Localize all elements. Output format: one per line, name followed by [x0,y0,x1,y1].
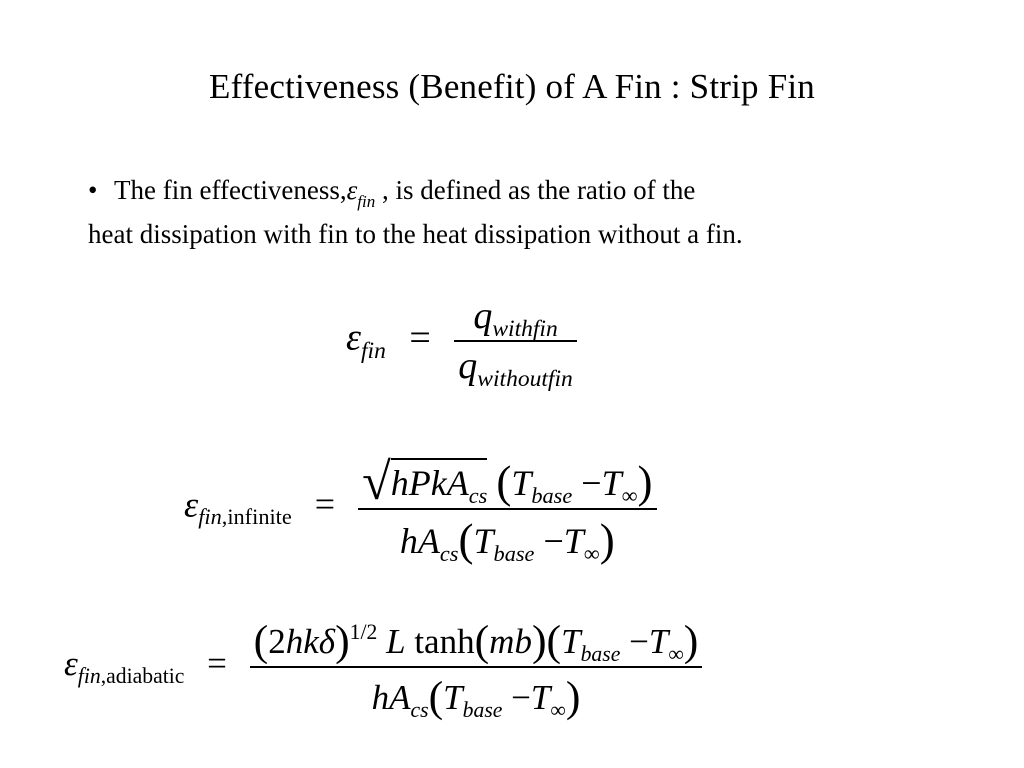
eq3-num-delta: δ [318,622,336,661]
eq2-numerator [358,452,656,512]
eq3-den-open: ( [428,673,444,722]
eq2-den-base-sub: base [493,540,535,566]
bullet-marker: • [88,175,98,205]
eq2-sqrt [362,452,488,512]
sqrt-symbol: √ [362,453,391,512]
eq2-den-minus: − [543,521,564,561]
eq3-denominator [368,668,585,720]
eq2-den-ha: hA [399,521,440,561]
eq3-den-t-base: T [443,678,463,717]
eq3-num-t-inf: T [648,622,669,661]
eq2-num-paren-close: ) [637,457,653,508]
eq3-num-t-base: T [561,622,581,661]
equation-infinite-fin [184,452,657,564]
bullet-text-before: The fin effectiveness, [114,175,347,205]
eq3-num-open2: ( [474,617,490,666]
eq1-num-q: q [473,295,493,337]
eq2-sqrt-body [390,458,488,508]
eq3-fraction [250,614,703,720]
eq3-den-close: ) [565,673,581,722]
eq3-numerator [250,614,703,666]
eq3-den-inf-sub: ∞ [550,697,566,722]
eq3-den-minus: − [511,678,531,717]
eq2-num-base-sub: base [531,482,573,508]
eq1-den-q: q [458,345,478,387]
eq2-num-t-base: T [511,463,532,503]
eq2-den-cs: cs [439,540,459,566]
eq2-num-t-inf: T [601,463,622,503]
eq1-lhs-sub: fin [360,337,386,364]
equation-adiabatic-fin [64,614,702,720]
eq2-den-inf-sub: ∞ [583,540,600,566]
eq3-num-exponent: 1/2 [349,619,378,644]
epsilon-symbol: ε [346,175,358,205]
equation-fin-effectiveness [346,294,577,393]
eq1-equals: = [409,316,431,359]
eq1-den-sub: withoutfin [477,366,573,393]
eq3-num-base-sub: base [580,641,621,666]
eq2-den-t-inf: T [563,521,584,561]
eq1-numerator [469,294,561,343]
eq2-lhs-sub-roman: ,infinite [221,504,292,530]
eq3-lhs-sub-roman: ,adiabatic [100,663,185,688]
eq3-lhs-sub-italic: fin [77,663,101,688]
eq2-num-inf-sub: ∞ [621,482,638,508]
eq3-num-l: L [386,622,406,661]
eq2-num-minus: − [581,463,602,503]
eq2-den-t-base: T [473,521,494,561]
eq3-num-close2: ) [531,617,547,666]
eq3-num-open3: ( [546,617,562,666]
eq1-denominator [454,342,577,393]
bullet-line-2: heat dissipation with fin to the heat dissipation without a fin. [88,219,743,249]
eq3-lhs-epsilon: ε [64,644,78,684]
eq3-num-inf-sub: ∞ [668,641,684,666]
eq2-equals: = [314,484,336,525]
eq2-denominator [396,510,619,564]
eq3-num-open1: ( [253,617,269,666]
eq3-den-ha: hA [371,678,411,717]
eq3-num-close1: ) [335,617,350,666]
eq2-den-paren-open: ( [458,515,474,566]
eq3-num-close3: ) [683,617,699,666]
eq2-lhs-sub-italic: fin [198,504,222,530]
bullet-paragraph [88,170,968,254]
eq3-den-t-inf: T [530,678,551,717]
eq3-den-cs: cs [410,697,429,722]
epsilon-subscript: fin [357,192,376,211]
eq3-equals: = [207,644,227,684]
eq3-den-base-sub: base [462,697,503,722]
eq3-num-two: 2 [268,622,286,661]
eq2-den-paren-close: ) [599,515,615,566]
eq2-lhs-epsilon: ε [184,484,199,525]
eq3-num-tanh: tanh [414,622,475,661]
eq2-num-cs: cs [468,483,488,508]
eq2-fraction [358,452,656,564]
eq1-lhs-epsilon: ε [346,316,361,359]
eq1-num-sub: withfin [492,316,558,343]
eq2-num-hpka: hPkA [390,463,469,504]
eq1-fraction [454,294,577,393]
slide-title: Effectiveness (Benefit) of A Fin : Strip Fin [208,67,815,106]
eq3-num-hk: hk [285,622,319,661]
bullet-text-after: , is defined as the ratio of the [375,175,696,205]
eq3-num-mb: mb [489,622,532,661]
eq3-num-minus: − [629,622,649,661]
bullet-line-1 [88,170,968,214]
eq2-num-paren-open: ( [496,457,512,508]
